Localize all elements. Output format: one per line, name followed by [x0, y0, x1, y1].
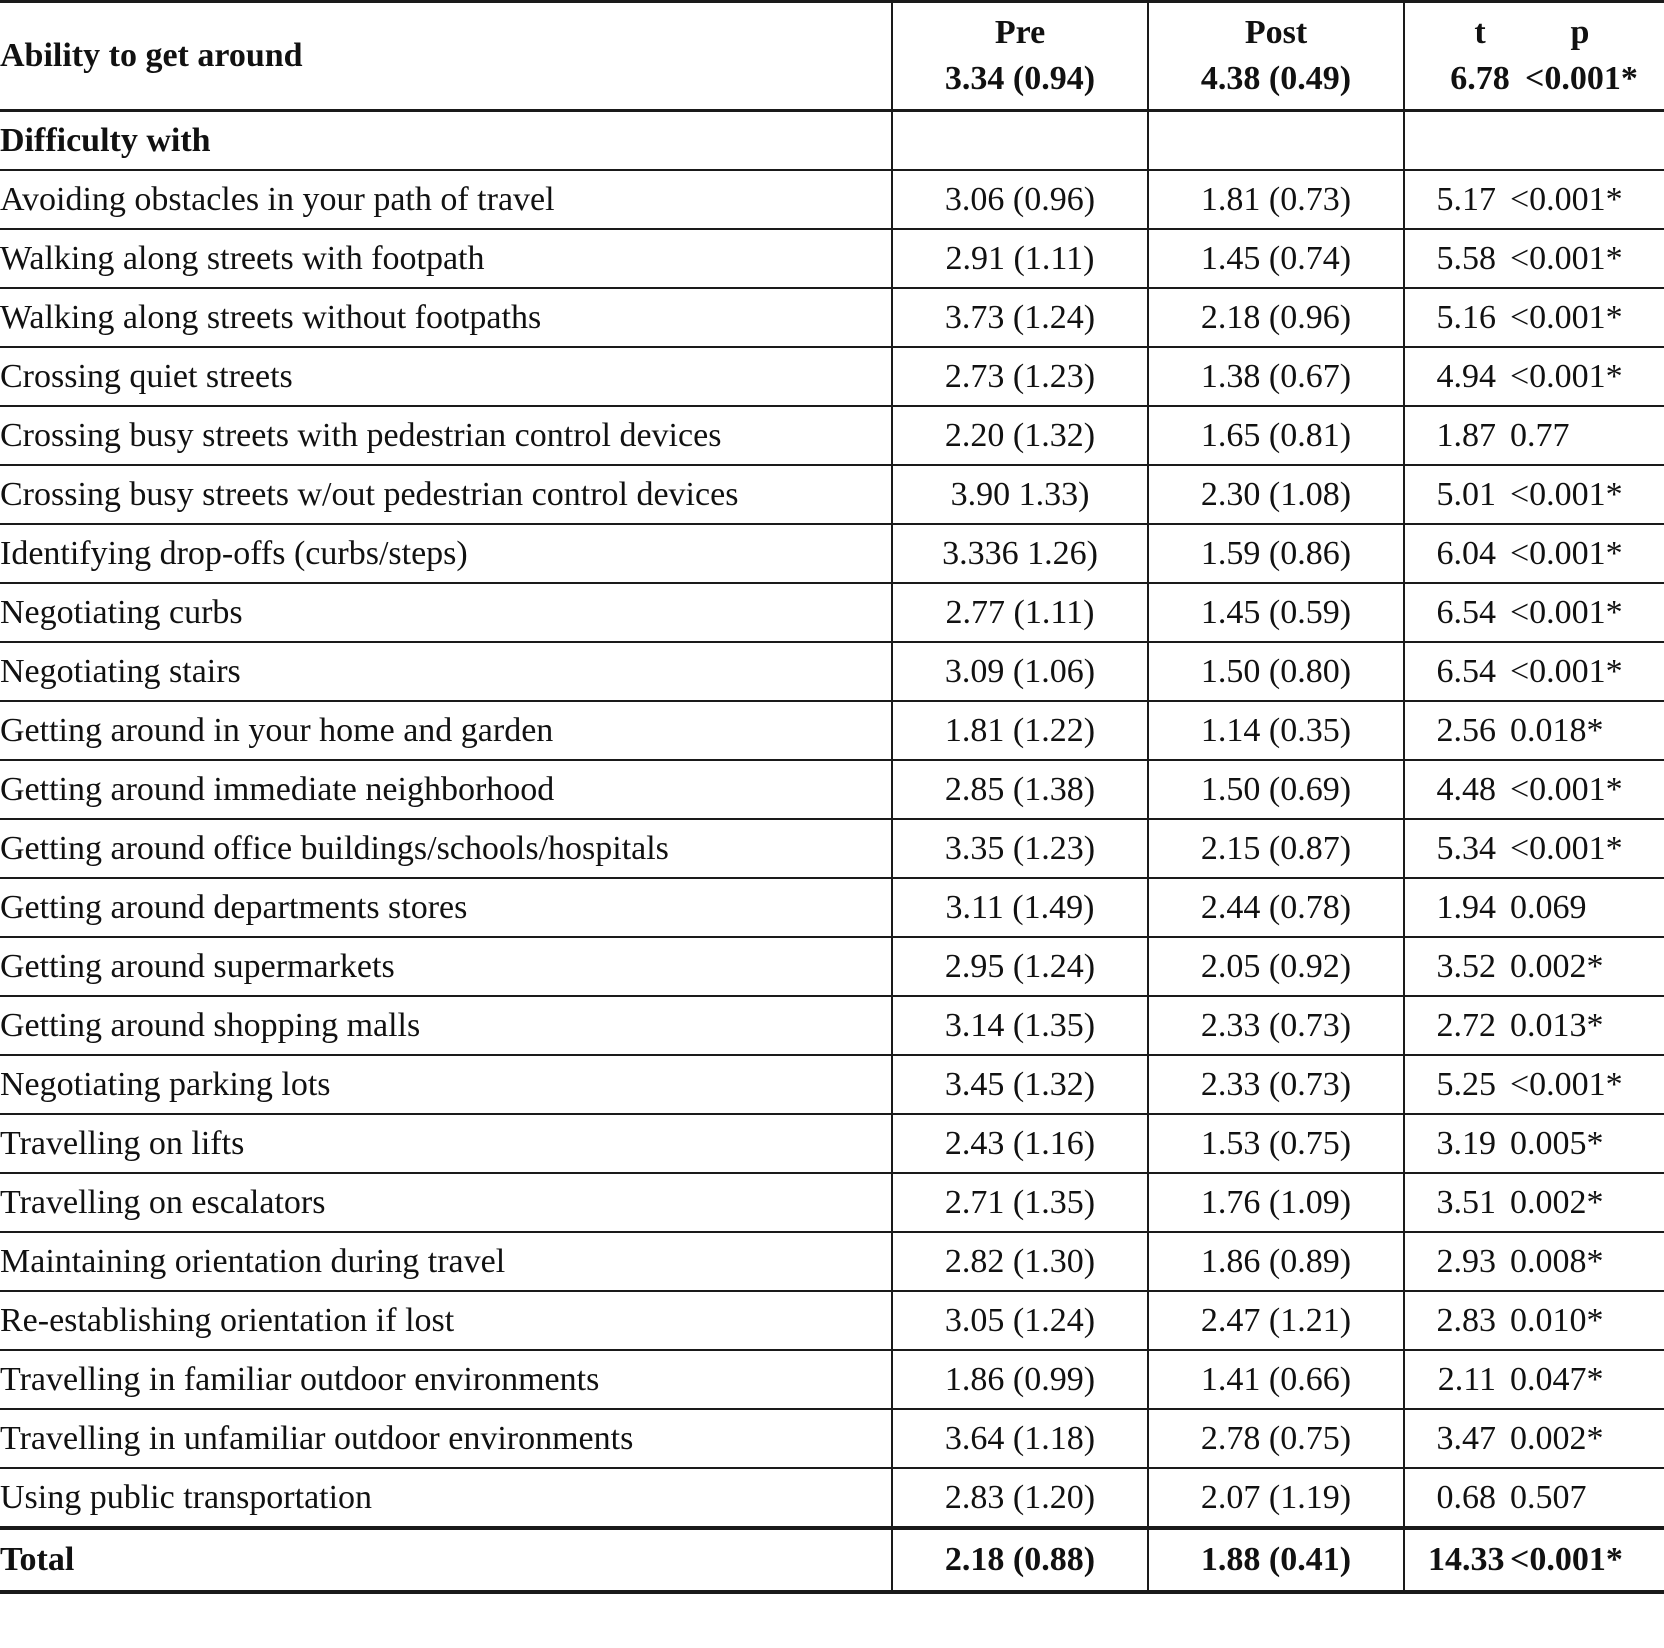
row-tp-pair — [1405, 948, 1664, 986]
row-tp — [1404, 583, 1664, 642]
row-post: 2.07 (1.19) — [1148, 1468, 1404, 1528]
row-label: Crossing quiet streets — [0, 347, 892, 406]
row-post: 1.88 (0.41) — [1148, 1528, 1404, 1592]
header-t-label: t — [1474, 14, 1486, 51]
row-p: <0.001* — [1510, 475, 1623, 513]
row-post: 2.33 (0.73) — [1148, 1055, 1404, 1114]
row-post: 2.47 (1.21) — [1148, 1291, 1404, 1350]
row-p: 0.002* — [1510, 947, 1604, 985]
row-t: 3.47 — [1436, 1419, 1496, 1457]
row-tp-pair — [1405, 358, 1664, 396]
row-tp-pair — [1405, 830, 1664, 868]
row-label: Getting around supermarkets — [0, 937, 892, 996]
row-t: 2.83 — [1436, 1301, 1496, 1339]
row-label: Identifying drop-offs (curbs/steps) — [0, 524, 892, 583]
row-tp-pair — [1405, 771, 1664, 809]
table-row — [0, 1350, 1664, 1409]
row-p: 0.005* — [1510, 1124, 1604, 1162]
row-post: 2.33 (0.73) — [1148, 996, 1404, 1055]
table-row — [0, 170, 1664, 229]
row-tp-pair — [1405, 299, 1664, 337]
row-pre: 2.82 (1.30) — [892, 1232, 1148, 1291]
header-row — [0, 2, 1664, 111]
row-tp-pair — [1405, 889, 1664, 927]
table-row — [0, 583, 1664, 642]
table-row — [0, 288, 1664, 347]
row-tp-pair — [1405, 712, 1664, 750]
row-tp-pair — [1405, 181, 1664, 219]
row-pre: 2.77 (1.11) — [892, 583, 1148, 642]
row-post: 1.14 (0.35) — [1148, 701, 1404, 760]
row-post: 1.45 (0.74) — [1148, 229, 1404, 288]
row-pre: 3.336 1.26) — [892, 524, 1148, 583]
row-t: 5.16 — [1436, 298, 1496, 336]
row-pre: 3.90 1.33) — [892, 465, 1148, 524]
row-t: 5.17 — [1436, 180, 1496, 218]
row-pre: 3.06 (0.96) — [892, 170, 1148, 229]
row-t: 2.56 — [1436, 711, 1496, 749]
row-label: Getting around departments stores — [0, 878, 892, 937]
row-t: 5.34 — [1436, 829, 1496, 867]
row-p: 0.047* — [1510, 1360, 1604, 1398]
row-tp-pair — [1405, 1361, 1664, 1399]
row-p: <0.001* — [1510, 180, 1623, 218]
row-tp-pair — [1405, 1125, 1664, 1163]
row-post: 2.44 (0.78) — [1148, 878, 1404, 937]
row-label: Negotiating curbs — [0, 583, 892, 642]
row-label: Walking along streets with footpath — [0, 229, 892, 288]
row-label: Walking along streets without footpaths — [0, 288, 892, 347]
row-t: 2.93 — [1436, 1242, 1496, 1280]
table-row — [0, 1114, 1664, 1173]
row-pre: 3.64 (1.18) — [892, 1409, 1148, 1468]
table-row — [0, 1232, 1664, 1291]
row-label: Negotiating stairs — [0, 642, 892, 701]
table-row — [0, 701, 1664, 760]
row-p: 0.002* — [1510, 1419, 1604, 1457]
row-pre: 1.81 (1.22) — [892, 701, 1148, 760]
row-pre: 3.14 (1.35) — [892, 996, 1148, 1055]
row-p: 0.507 — [1510, 1478, 1587, 1516]
table-row — [0, 996, 1664, 1055]
row-tp-pair — [1405, 1243, 1664, 1281]
row-tp — [1404, 1055, 1664, 1114]
total-row — [0, 1528, 1664, 1592]
row-t: 6.54 — [1436, 652, 1496, 690]
section-empty-cell — [1148, 111, 1404, 171]
row-p: <0.001* — [1510, 652, 1623, 690]
row-p: <0.001* — [1510, 770, 1623, 808]
header-p-label: p — [1570, 14, 1590, 51]
row-post: 1.76 (1.09) — [1148, 1173, 1404, 1232]
row-t: 5.58 — [1436, 239, 1496, 277]
header-p-value: <0.001* — [1525, 60, 1638, 97]
row-post: 1.53 (0.75) — [1148, 1114, 1404, 1173]
row-t: 4.48 — [1436, 770, 1496, 808]
table-row — [0, 1409, 1664, 1468]
row-pre: 3.09 (1.06) — [892, 642, 1148, 701]
row-post: 1.41 (0.66) — [1148, 1350, 1404, 1409]
row-tp-pair — [1405, 653, 1664, 691]
header-post-label: Post — [1244, 14, 1308, 51]
table-row — [0, 1291, 1664, 1350]
row-t: 6.04 — [1436, 534, 1496, 572]
row-p: <0.001* — [1510, 593, 1623, 631]
row-tp-pair — [1405, 1066, 1664, 1104]
row-p: <0.001* — [1510, 829, 1623, 867]
row-tp-pair — [1405, 594, 1664, 632]
row-label: Travelling on escalators — [0, 1173, 892, 1232]
table-row — [0, 347, 1664, 406]
row-tp — [1404, 760, 1664, 819]
row-pre: 3.35 (1.23) — [892, 819, 1148, 878]
row-t: 14.33 — [1428, 1541, 1505, 1578]
row-p: 0.008* — [1510, 1242, 1604, 1280]
row-tp — [1404, 465, 1664, 524]
row-t: 5.01 — [1436, 475, 1496, 513]
section-row — [0, 111, 1664, 171]
row-t: 4.94 — [1436, 357, 1496, 395]
row-pre: 2.20 (1.32) — [892, 406, 1148, 465]
row-label: Travelling in unfamiliar outdoor environments — [0, 1409, 892, 1468]
row-pre: 3.73 (1.24) — [892, 288, 1148, 347]
row-label: Crossing busy streets w/out pedestrian control devices — [0, 465, 892, 524]
row-t: 1.87 — [1436, 416, 1496, 454]
row-tp-pair — [1405, 1184, 1664, 1222]
row-p: 0.77 — [1510, 416, 1570, 454]
row-post: 1.86 (0.89) — [1148, 1232, 1404, 1291]
row-tp — [1404, 170, 1664, 229]
row-pre: 2.95 (1.24) — [892, 937, 1148, 996]
row-tp — [1404, 1409, 1664, 1468]
row-post: 1.45 (0.59) — [1148, 583, 1404, 642]
row-tp-pair — [1405, 1541, 1664, 1579]
row-post: 1.81 (0.73) — [1148, 170, 1404, 229]
row-pre: 3.05 (1.24) — [892, 1291, 1148, 1350]
row-tp — [1404, 996, 1664, 1055]
row-t: 6.54 — [1436, 593, 1496, 631]
row-post: 1.50 (0.80) — [1148, 642, 1404, 701]
row-p: <0.001* — [1510, 1541, 1623, 1578]
row-label: Avoiding obstacles in your path of travel — [0, 170, 892, 229]
row-tp-pair — [1405, 1007, 1664, 1045]
row-p: <0.001* — [1510, 357, 1623, 395]
section-empty-cell — [892, 111, 1148, 171]
row-post: 2.05 (0.92) — [1148, 937, 1404, 996]
table-row — [0, 1173, 1664, 1232]
row-p: <0.001* — [1510, 534, 1623, 572]
row-p: 0.069 — [1510, 888, 1587, 926]
row-pre: 2.85 (1.38) — [892, 760, 1148, 819]
row-tp — [1404, 1528, 1664, 1592]
row-tp — [1404, 1173, 1664, 1232]
table-row — [0, 937, 1664, 996]
row-post: 2.30 (1.08) — [1148, 465, 1404, 524]
row-pre: 2.83 (1.20) — [892, 1468, 1148, 1528]
row-tp — [1404, 878, 1664, 937]
row-post: 1.59 (0.86) — [1148, 524, 1404, 583]
row-tp-pair — [1405, 476, 1664, 514]
row-tp — [1404, 1350, 1664, 1409]
row-label: Crossing busy streets with pedestrian control devices — [0, 406, 892, 465]
row-tp — [1404, 1291, 1664, 1350]
header-post-cell — [1148, 2, 1404, 111]
row-tp-pair — [1405, 1479, 1664, 1517]
row-tp — [1404, 937, 1664, 996]
table-row — [0, 642, 1664, 701]
row-post: 1.50 (0.69) — [1148, 760, 1404, 819]
row-label: Getting around immediate neighborhood — [0, 760, 892, 819]
row-tp — [1404, 1232, 1664, 1291]
row-t: 5.25 — [1436, 1065, 1496, 1103]
row-pre: 2.43 (1.16) — [892, 1114, 1148, 1173]
row-tp — [1404, 288, 1664, 347]
row-tp — [1404, 819, 1664, 878]
row-tp — [1404, 642, 1664, 701]
row-label: Re-establishing orientation if lost — [0, 1291, 892, 1350]
row-label: Travelling in familiar outdoor environments — [0, 1350, 892, 1409]
row-tp-pair — [1405, 240, 1664, 278]
row-t: 3.51 — [1436, 1183, 1496, 1221]
row-tp — [1404, 701, 1664, 760]
row-tp — [1404, 1114, 1664, 1173]
row-p: 0.010* — [1510, 1301, 1604, 1339]
table-row — [0, 1468, 1664, 1528]
row-label: Maintaining orientation during travel — [0, 1232, 892, 1291]
row-post: 2.18 (0.96) — [1148, 288, 1404, 347]
row-t: 0.68 — [1436, 1478, 1496, 1516]
table-row — [0, 878, 1664, 937]
row-post: 2.15 (0.87) — [1148, 819, 1404, 878]
header-t-value: 6.78 — [1450, 60, 1510, 97]
row-t: 2.72 — [1436, 1006, 1496, 1044]
section-empty-cell — [1404, 111, 1664, 171]
row-tp — [1404, 524, 1664, 583]
row-tp-pair — [1405, 1420, 1664, 1458]
row-tp-pair — [1405, 417, 1664, 455]
row-label: Getting around shopping malls — [0, 996, 892, 1055]
row-label: Using public transportation — [0, 1468, 892, 1528]
table-body — [0, 2, 1664, 1593]
header-title: Ability to get around — [0, 2, 892, 111]
table-row — [0, 819, 1664, 878]
row-pre: 3.11 (1.49) — [892, 878, 1148, 937]
row-tp-pair — [1405, 535, 1664, 573]
table-row — [0, 760, 1664, 819]
table-row — [0, 1055, 1664, 1114]
row-tp — [1404, 406, 1664, 465]
row-p: 0.018* — [1510, 711, 1604, 749]
row-p: 0.013* — [1510, 1006, 1604, 1044]
row-pre: 1.86 (0.99) — [892, 1350, 1148, 1409]
row-label: Travelling on lifts — [0, 1114, 892, 1173]
table-row — [0, 465, 1664, 524]
header-tp-values — [1405, 56, 1664, 102]
section-title: Difficulty with — [0, 111, 892, 171]
row-pre: 3.45 (1.32) — [892, 1055, 1148, 1114]
row-pre: 2.71 (1.35) — [892, 1173, 1148, 1232]
row-p: 0.002* — [1510, 1183, 1604, 1221]
header-pre-cell — [892, 2, 1148, 111]
row-post: 2.78 (0.75) — [1148, 1409, 1404, 1468]
row-p: <0.001* — [1510, 239, 1623, 277]
header-tp-cell — [1404, 2, 1664, 111]
header-post-value: 4.38 (0.49) — [1200, 60, 1352, 97]
row-post: 1.65 (0.81) — [1148, 406, 1404, 465]
row-t: 2.11 — [1437, 1360, 1496, 1398]
row-pre: 2.18 (0.88) — [892, 1528, 1148, 1592]
row-label: Negotiating parking lots — [0, 1055, 892, 1114]
row-t: 3.52 — [1436, 947, 1496, 985]
header-tp-labels — [1405, 10, 1664, 56]
table-row — [0, 229, 1664, 288]
header-pre-value: 3.34 (0.94) — [944, 60, 1096, 97]
row-label: Getting around office buildings/schools/hospitals — [0, 819, 892, 878]
table-row — [0, 524, 1664, 583]
row-pre: 2.73 (1.23) — [892, 347, 1148, 406]
table-row — [0, 406, 1664, 465]
row-label: Getting around in your home and garden — [0, 701, 892, 760]
row-p: <0.001* — [1510, 1065, 1623, 1103]
row-post: 1.38 (0.67) — [1148, 347, 1404, 406]
header-pre-label: Pre — [994, 14, 1046, 51]
row-label: Total — [0, 1528, 892, 1592]
row-p: <0.001* — [1510, 298, 1623, 336]
row-pre: 2.91 (1.11) — [892, 229, 1148, 288]
row-t: 3.19 — [1436, 1124, 1496, 1162]
row-t: 1.94 — [1436, 888, 1496, 926]
row-tp-pair — [1405, 1302, 1664, 1340]
row-tp — [1404, 1468, 1664, 1528]
row-tp — [1404, 229, 1664, 288]
row-tp — [1404, 347, 1664, 406]
